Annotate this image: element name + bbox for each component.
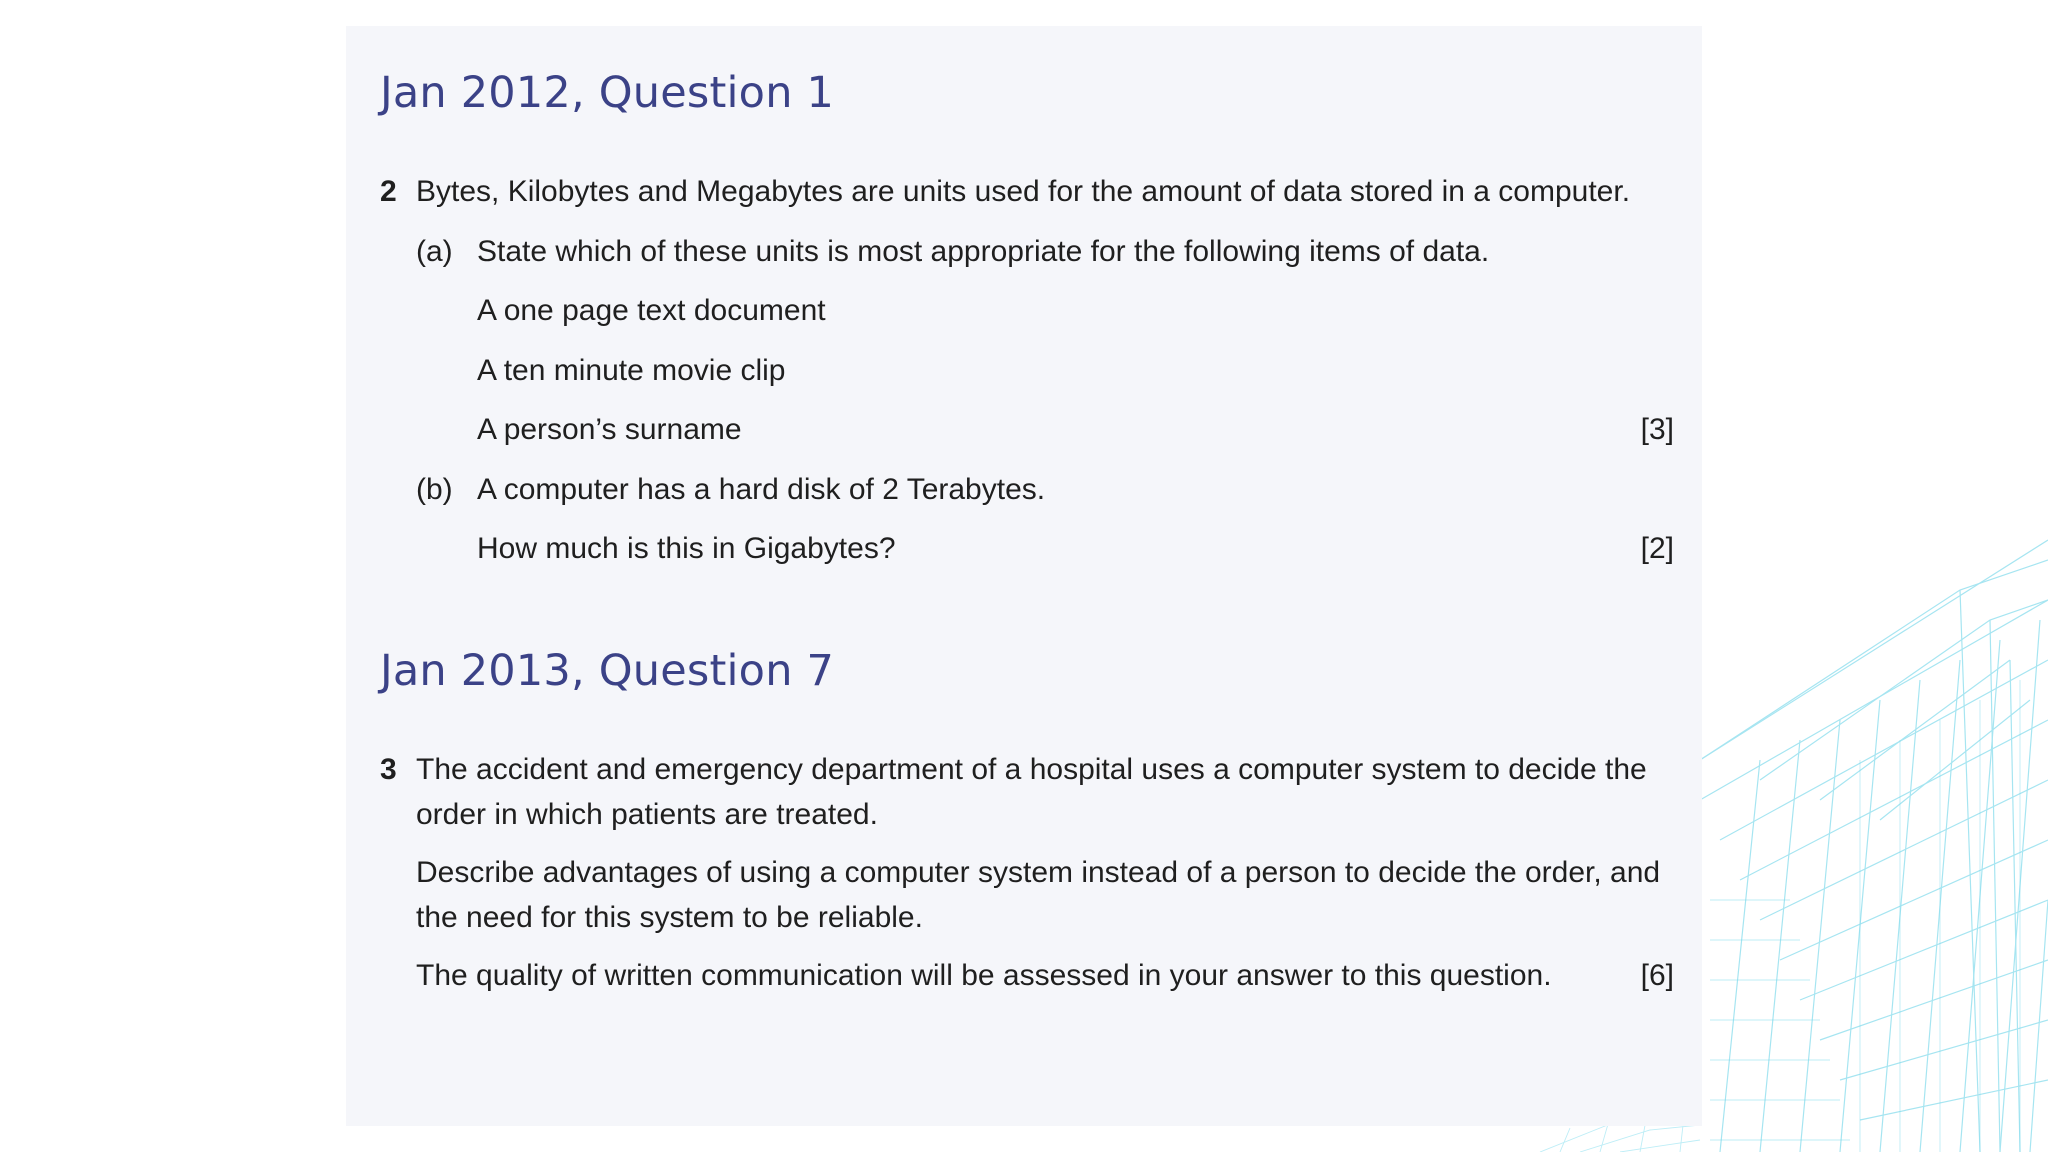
marks-allocation: [6] [1640,959,1674,992]
describe-instruction-line: Describe advantages of using a computer system instead of a person to decide the order, and [416,856,1661,889]
part-label-a: (a) [416,235,453,268]
marks-allocation: [3] [1640,413,1674,446]
part-label-b: (b) [416,473,453,506]
marks-allocation: [2] [1640,532,1674,565]
question-stem: Bytes, Kilobytes and Megabytes are units used for the amount of data stored in a computer. [416,175,1631,208]
question-stem-line: order in which patients are treated. [416,798,878,831]
question-heading-2012: Jan 2012, Question 1 [380,68,835,118]
part-b-question: How much is this in Gigabytes? [477,532,896,565]
question-number: 2 [380,175,397,208]
data-item: A ten minute movie clip [477,354,786,387]
part-a-text: State which of these units is most appropriate for the following items of data. [477,235,1490,268]
data-item: A one page text document [477,294,826,327]
question-heading-2013: Jan 2013, Question 7 [380,646,835,696]
question-panel [346,26,1702,1126]
qwc-note: The quality of written communication will be assessed in your answer to this question. [416,959,1552,992]
part-b-text: A computer has a hard disk of 2 Terabytes. [477,473,1046,506]
question-stem-line: The accident and emergency department of a hospital uses a computer system to decide the [416,753,1647,786]
question-number: 3 [380,753,397,786]
describe-instruction-line: the need for this system to be reliable. [416,901,923,934]
data-item: A person’s surname [477,413,742,446]
